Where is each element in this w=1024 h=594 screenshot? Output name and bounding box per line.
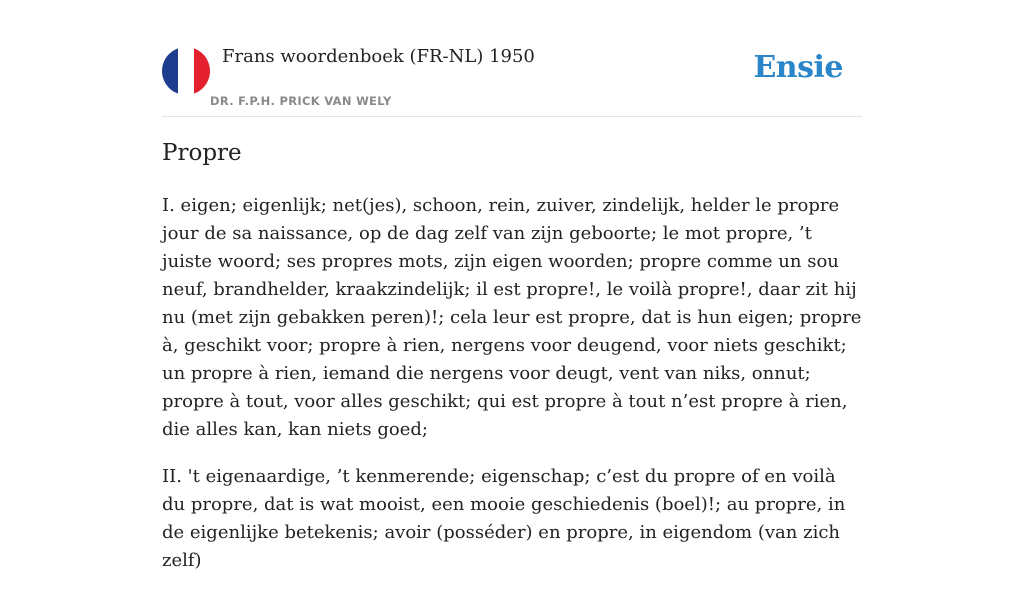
dictionary-author[interactable]: DR. F.P.H. PRICK VAN WELY bbox=[210, 94, 392, 108]
flag-blue-stripe bbox=[162, 47, 178, 95]
definition-body bbox=[162, 192, 862, 594]
flag-red-stripe bbox=[194, 47, 210, 95]
definition-paragraph: I. eigen; eigenlijk; net(jes), schoon, rein, zuiver, zindelijk, helder le propre jour de sa naissance, op de dag zelf van zijn geboorte; le mot propre, ’t juiste woord; ses propres mots, zijn eigen woorden; propre comme un sou neuf, brandhelder, kraakzindelijk; il est propre!, le voilà propre!, daar zit hij nu (met zijn gebakken peren)!; cela leur est propre, dat is hun eigen; propre à, geschikt voor; propre à rien, nergens voor deugend, voor niets geschikt; un propre à rien, iemand die nergens voor deugt, vent van niks, onnut; propre à tout, voor alles geschikt; qui est propre à tout n’est propre à rien, die alles kan, kan niets goed; bbox=[162, 195, 862, 440]
french-flag-icon bbox=[162, 47, 210, 95]
ensie-logo[interactable]: Ensie bbox=[753, 50, 843, 85]
definition-paragraph: II. 't eigenaardige, ’t kenmerende; eigenschap; c’est du propre of en voilà du propre, dat is wat mooist, een mooie geschiedenis (boel)!; au propre, in de eigenlijke betekenis; avoir (posséder) en propre, in eigendom (van zich zelf) bbox=[162, 466, 846, 571]
headword: Propre bbox=[162, 140, 242, 166]
dictionary-title[interactable]: Frans woordenboek (FR-NL) 1950 bbox=[222, 46, 535, 67]
flag-white-stripe bbox=[178, 47, 194, 95]
entry-header bbox=[162, 0, 862, 117]
page-content bbox=[162, 0, 862, 571]
